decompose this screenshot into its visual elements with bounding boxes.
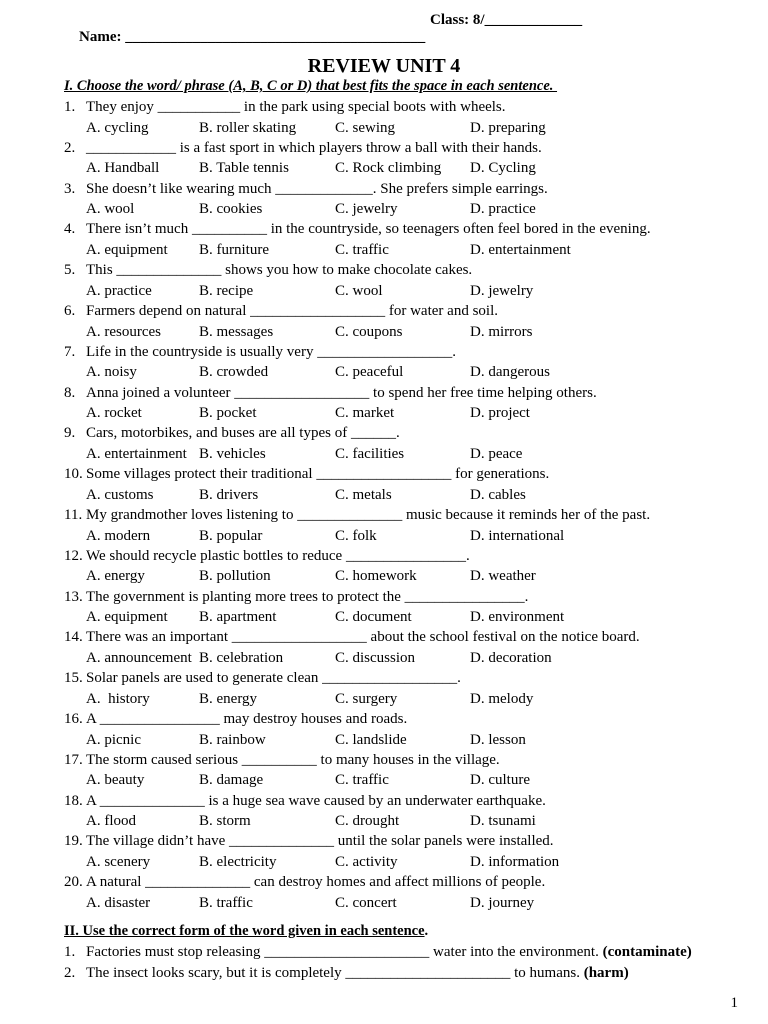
option-b: B. damage [199, 772, 264, 789]
option-a: A. beauty [86, 772, 145, 789]
question-text: This ______________ shows you how to make chocolate cakes. [86, 262, 473, 279]
answer-options [86, 526, 726, 546]
question-number: 2. [64, 964, 76, 981]
option-c: C. concert [335, 894, 397, 911]
question-text: The storm caused serious __________ to many houses in the village. [86, 751, 500, 768]
question-number: 19. [64, 833, 83, 850]
option-b: B. messages [199, 323, 274, 340]
option-d: D. peace [470, 445, 523, 462]
section-2-heading [64, 923, 428, 940]
option-c: C. jewelry [335, 201, 398, 218]
question-number: 10. [64, 466, 83, 483]
question-text: There was an important __________________ about the school festival on the notice board. [86, 629, 640, 646]
answer-options [86, 281, 726, 301]
page-number: 1 [730, 995, 738, 1011]
option-d: D. project [470, 405, 530, 422]
option-b: B. energy [199, 690, 258, 707]
question-text: The government is planting more trees to protect the ________________. [86, 588, 529, 605]
answer-options [86, 852, 726, 872]
question-text: ____________ is a fast sport in which players throw a ball with their hands. [86, 139, 542, 156]
question-number: 12. [64, 547, 83, 564]
option-b: B. cookies [199, 201, 263, 218]
question-number: 18. [64, 792, 83, 809]
option-b: B. furniture [199, 241, 269, 258]
answer-options [86, 158, 726, 178]
option-b: B. popular [199, 527, 263, 544]
question-text: Life in the countryside is usually very __________________. [86, 343, 456, 360]
question-text: Anna joined a volunteer __________________ to spend her free time helping others. [86, 384, 597, 401]
answer-options [86, 689, 726, 709]
option-c: C. surgery [335, 690, 398, 707]
option-b: B. vehicles [199, 445, 266, 462]
question-text: Solar panels are used to generate clean __________________. [86, 670, 461, 687]
question-number: 5. [64, 262, 76, 279]
option-b: B. rainbow [199, 731, 266, 748]
option-b: B. traffic [199, 894, 253, 911]
question-text: Cars, motorbikes, and buses are all types of ______. [86, 425, 400, 442]
question-number: 3. [64, 180, 76, 197]
option-d: D. journey [470, 894, 535, 911]
answer-options [86, 362, 726, 382]
option-c: C. discussion [335, 649, 416, 666]
answer-options [86, 444, 726, 464]
option-d: D. practice [470, 201, 536, 218]
question-text: My grandmother loves listening to ______________ music because it reminds her of the past. [86, 507, 651, 523]
question-number: 8. [64, 384, 76, 401]
question-number: 11. [64, 507, 83, 523]
option-a: A. modern [86, 527, 151, 544]
question-text: We should recycle plastic bottles to reduce ________________. [86, 547, 470, 564]
option-c: C. document [335, 609, 412, 626]
option-b: B. Table tennis [199, 160, 289, 177]
option-c: C. homework [335, 568, 417, 585]
option-a: A. wool [86, 201, 135, 218]
question-text: They enjoy ___________ in the park using special boots with wheels. [86, 99, 506, 115]
option-d: D. environment [470, 609, 565, 626]
option-b: B. pollution [199, 568, 271, 585]
option-d: D. jewelry [470, 282, 534, 299]
option-a: A. picnic [86, 731, 141, 748]
option-c: C. sewing [335, 119, 395, 136]
section-2-heading-text: II. Use the correct form of the word given in each sentence [64, 923, 425, 939]
option-d: D. melody [470, 690, 534, 707]
class-field-label: Class: 8/_____________ [430, 12, 583, 28]
answer-options [86, 199, 726, 219]
option-b: B. electricity [199, 853, 277, 870]
option-b: B. celebration [199, 649, 284, 666]
option-b: B. drivers [199, 486, 259, 503]
answer-options [86, 566, 726, 586]
question-text: A natural ______________ can destroy homes and affect millions of people. [86, 874, 546, 891]
answer-options [86, 403, 726, 423]
question-number: 9. [64, 425, 76, 442]
option-a: A. resources [86, 323, 161, 340]
question-text: Farmers depend on natural __________________ for water and soil. [86, 303, 498, 319]
question-text: There isn’t much __________ in the countryside, so teenagers often feel bored in the evening. [86, 221, 651, 238]
question-number: 1. [64, 99, 76, 115]
question-text [86, 942, 692, 962]
option-b: B. apartment [199, 609, 277, 626]
option-b: B. roller skating [199, 119, 297, 136]
sentence: Factories must stop releasing ______________________ water into the environment. [86, 944, 603, 960]
option-d: D. preparing [470, 119, 546, 136]
question-text: She doesn’t like wearing much _____________. She prefers simple earrings. [86, 180, 548, 197]
option-c: C. peaceful [335, 364, 404, 381]
option-a: A. Handball [86, 160, 160, 177]
option-c: C. Rock climbing [335, 160, 442, 177]
answer-options [86, 322, 726, 342]
question-number: 2. [64, 139, 76, 156]
answer-options [86, 607, 726, 627]
question-number: 6. [64, 303, 76, 319]
option-d: D. decoration [470, 649, 552, 666]
option-c: C. traffic [335, 241, 389, 258]
option-a: A. cycling [86, 119, 149, 136]
option-a: A. equipment [86, 609, 168, 626]
question-number: 20. [64, 874, 83, 891]
question-number: 4. [64, 221, 76, 238]
option-c: C. folk [335, 527, 377, 544]
option-a: A. practice [86, 282, 152, 299]
option-c: C. landslide [335, 731, 407, 748]
question-number: 7. [64, 343, 76, 360]
option-c: C. metals [335, 486, 392, 503]
option-a: A. announcement [86, 649, 192, 666]
option-d: D. mirrors [470, 323, 533, 340]
option-c: C. facilities [335, 445, 405, 462]
option-d: D. entertainment [470, 241, 571, 258]
question-text [86, 963, 629, 983]
option-c: C. traffic [335, 772, 389, 789]
question-number: 15. [64, 670, 83, 687]
option-a: A. history [86, 690, 150, 707]
question-text: A ________________ may destroy houses and roads. [86, 711, 408, 727]
answer-options [86, 648, 726, 668]
option-a: A. flood [86, 813, 136, 830]
option-a: A. rocket [86, 405, 142, 422]
option-c: C. drought [335, 813, 400, 830]
question-number: 17. [64, 751, 83, 768]
option-a: A. noisy [86, 364, 137, 381]
option-c: C. activity [335, 853, 398, 870]
question-text: A ______________ is a huge sea wave caused by an underwater earthquake. [86, 792, 546, 809]
word-hint: (contaminate) [602, 944, 692, 960]
option-d: D. Cycling [470, 160, 536, 177]
answer-options [86, 118, 726, 138]
answer-options [86, 770, 726, 790]
question-number: 13. [64, 588, 83, 605]
option-a: A. customs [86, 486, 154, 503]
word-hint: (harm) [583, 964, 629, 981]
option-c: C. wool [335, 282, 383, 299]
answer-options [86, 240, 726, 260]
option-b: B. storm [199, 813, 251, 830]
option-d: D. cables [470, 486, 526, 503]
option-d: D. international [470, 527, 565, 544]
option-c: C. coupons [335, 323, 403, 340]
answer-options [86, 485, 726, 505]
option-b: B. recipe [199, 282, 254, 299]
option-b: B. pocket [199, 405, 257, 422]
option-d: D. dangerous [470, 364, 550, 381]
question-text: Some villages protect their traditional __________________ for generations. [86, 466, 550, 483]
option-a: A. scenery [86, 853, 151, 870]
section-1-heading: I. Choose the word/ phrase (A, B, C or D) that best fits the space in each sentence. [64, 78, 558, 94]
option-a: A. equipment [86, 241, 168, 258]
option-d: D. lesson [470, 731, 526, 748]
name-field-label: Name: ________________________________________ [79, 29, 426, 45]
page-title: REVIEW UNIT 4 [307, 55, 461, 77]
option-a: A. disaster [86, 894, 151, 911]
answer-options [86, 730, 726, 750]
option-a: A. entertainment [86, 445, 187, 462]
option-b: B. crowded [199, 364, 269, 381]
option-a: A. energy [86, 568, 145, 585]
answer-options [86, 811, 726, 831]
answer-options [86, 893, 726, 913]
section-2-heading-period: . [424, 923, 429, 939]
option-d: D. culture [470, 772, 530, 789]
option-d: D. weather [470, 568, 536, 585]
option-d: D. information [470, 853, 560, 870]
question-text: The village didn’t have ______________ until the solar panels were installed. [86, 833, 554, 850]
question-number: 14. [64, 629, 83, 646]
question-number: 16. [64, 711, 83, 727]
option-d: D. tsunami [470, 813, 536, 830]
question-number: 1. [64, 944, 76, 960]
option-c: C. market [335, 405, 395, 422]
sentence: The insect looks scary, but it is completely ______________________ to humans. [86, 964, 584, 981]
